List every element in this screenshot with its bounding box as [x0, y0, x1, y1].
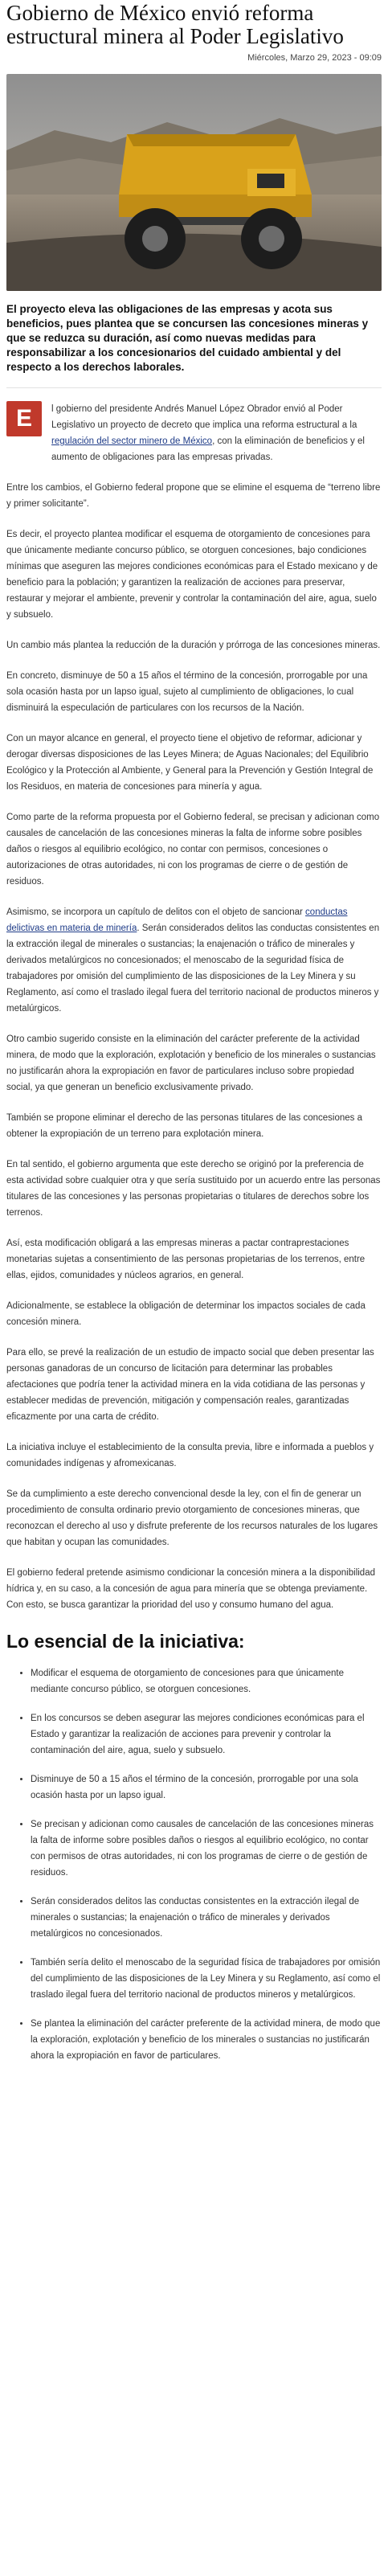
article-date: Miércoles, Marzo 29, 2023 - 09:09: [247, 53, 382, 63]
paragraph-7: Como parte de la reforma propuesta por el Gobierno federal, se precisan y adicionan como causales de cancelación de las concesiones mineras la falta de informe sobre posibles daños o riesgos al equilibrio ecológico, no contar con permisos, concesiones o autorizaciones de otras autoridades, ni con los programas de cierre o de gestión de residuos.: [6, 813, 380, 887]
paragraph-1: [6, 401, 382, 465]
paragraph-9: Otro cambio sugerido consiste en la eliminación del carácter preferente de la actividad minera, de modo que la exploración, explotación y beneficio de los minerales o sustancias no justificarán ahora la expropiación en favor de particulares incluso sobre propiedad social, ya que generan un beneficio exclusivamente privado.: [6, 1034, 376, 1092]
paragraph-8: [6, 904, 382, 1017]
article-lead: El proyecto eleva las obligaciones de las empresas y acota sus beneficios, pues plantea que se concursen las concesiones mineras y que se reduzca su duración, así como nuevas medidas para responsabilizar a los concesionarios del cuidado ambiental y del respecto a los derechos laborales.: [6, 302, 382, 388]
article-body: [0, 388, 388, 2064]
paragraph-11: En tal sentido, el gobierno argumenta que este derecho se originó por la preferencia de esta actividad sobre cualquier otra y que sería sustituido por un acuerdo entre las personas titulares de las concesiones y las personas propietarias o titulares de derechos sobre los terrenos.: [6, 1160, 381, 1218]
essentials-title: Lo esencial de la iniciativa:: [6, 1631, 245, 1652]
paragraph-2: Entre los cambios, el Gobierno federal propone que se elimine el esquema de “terreno libre y primer solicitante”.: [6, 483, 381, 509]
mining-truck-photo: [6, 74, 382, 291]
list-item: • En los concursos se deben asegurar las mejores condiciones económicas para el Estado y garantizar la realización de acciones para prevenir y controlar la contaminación del aire, agua, suelo y subsuelo.: [31, 1710, 382, 1759]
paragraph-16: Se da cumplimiento a este derecho convencional desde la ley, con el fin de generar un procedimiento de consulta ordinario previo otorgamiento de concesiones mineras, que reconozcan el derecho al uso y disfrute preferente de los recursos naturales de los lugares que habitan y ocupan las comunidades.: [6, 1489, 378, 1547]
paragraph-14: Para ello, se prevé la realización de un estudio de impacto social que deben presentar las personas ganadoras de un concurso de licitación para determinar las probables afectaciones que podría tener la actividad minera en la vida cotidiana de las personas y establecer medidas de prevención, mitigación y compensación reales, garantizadas eficazmente por una carta de crédito.: [6, 1348, 374, 1422]
drop-cap: E: [6, 401, 42, 436]
list-item: • Se plantea la eliminación del carácter preferente de la actividad minera, de modo que la exploración, explotación y beneficio de los minerales o sustancias no justificarán ahora la expropiación en favor de particulares.: [31, 2016, 382, 2064]
article-title: Gobierno de México envió reforma estructural minera al Poder Legislativo: [6, 1, 344, 48]
list-item: • Se precisan y adicionan como causales de cancelación de las concesiones mineras la falta de informe sobre posibles daños o riesgos al equilibrio ecológico, no contar con permisos de otras autoridades, ni con los programas de cierre o de gestión de residuos.: [31, 1816, 382, 1881]
essentials-list: [6, 1665, 382, 2064]
list-item: • También sería delito el menoscabo de la seguridad física de trabajadores por omisión del cumplimiento de las disposiciones de la Ley Minera y su Reglamento, así como el traslado ilegal fuera del territorio nacional de productos mineros y metalúrgicos.: [31, 1955, 382, 2003]
paragraph-3: Es decir, el proyecto plantea modificar el esquema de otorgamiento de concesiones para que únicamente mediante concurso público, se otorguen concesiones, bajo condiciones mínimas que aseguren las mejores condiciones económicas para el Estado mexicano y de beneficio para la población; y garantizen la realización de acciones para preservar, restaurar y mejorar el ambiente, prevenir y controlar la contaminación del aire, agua, suelo y subsuelo.: [6, 530, 378, 620]
paragraph-13: Adicionalmente, se establece la obligación de determinar los impactos sociales de cada concesión minera.: [6, 1301, 366, 1327]
paragraph-6: Con un mayor alcance en general, el proyecto tiene el objetivo de reformar, adicionar y derogar diversas disposiciones de las Leyes Minera; de Aguas Nacionales; del Equilibrio Ecológico y la Protección al Ambiente, y General para la Prevención y Gestión Integral de los Residuos, en materia de concesiones para minería y agua.: [6, 734, 374, 792]
paragraph-12: Así, esta modificación obligará a las empresas mineras a pactar contraprestaciones monetarias sujetas a consentimiento de las personas propietarias de los terrenos, entre ellas, ejidos, comunidades y núcleos agrarios, en general.: [6, 1239, 366, 1280]
paragraph-4: Un cambio más plantea la reducción de la duración y prórroga de las concesiones mineras.: [6, 641, 381, 650]
paragraph-8-text-a: Asimismo, se incorpora un capítulo de delitos con el objeto de sancionar: [6, 907, 306, 917]
paragraph-5: En concreto, disminuye de 50 a 15 años el término de la concesión, prorrogable por una sola ocasión hasta por un lapso igual, sujeto al cumplimiento de obligaciones, lo cual disminuirá la especulación de particulares con los recursos de la Nación.: [6, 671, 368, 713]
crimes-link[interactable]: conductas delictivas en materia de minería: [6, 907, 348, 933]
list-item: • Serán considerados delitos las conductas consistentes en la extracción ilegal de minerales o sustancias; la enajenación o tráfico de minerales y derivados metalúrgicos no concesionados.: [31, 1894, 382, 1942]
list-item: • Disminuye de 50 a 15 años el término de la concesión, prorrogable por una sola ocasión hasta por un lapso igual.: [31, 1771, 382, 1804]
regulation-link[interactable]: regulación del sector minero de México: [51, 436, 213, 446]
paragraph-10: También se propone eliminar el derecho de las personas titulares de las concesiones a obtener la expropiación de un terreno para explotación minera.: [6, 1113, 363, 1139]
list-item: • Modificar el esquema de otorgamiento de concesiones para que únicamente mediante concurso público, se otorguen concesiones.: [31, 1665, 382, 1698]
paragraph-8-text-b: . Serán considerados delitos las conductas consistentes en la extracción ilegal de minerales o sustancias; la enajenación o tráfico de minerales y derivados metalúrgicos no concesionados; el menoscabo de la seguridad física de trabajadores por omisión del cumplimiento de las disposiciones de la Ley Minera y su Reglamento, así como el traslado ilegal fuera del territorio nacional de productos mineros y metalúrgicos.: [6, 924, 380, 1014]
paragraph-1-text-a: l gobierno del presidente Andrés Manuel López Obrador envió al Poder Legislativo un proyecto de decreto que implica una reforma estructural a la: [51, 404, 357, 430]
paragraph-15: La iniciativa incluye el establecimiento de la consulta previa, libre e informada a pueblos y comunidades indígenas y afromexicanas.: [6, 1443, 374, 1468]
paragraph-17: El gobierno federal pretende asimismo condicionar la concesión minera a la disponibilidad hídrica y, en su caso, a la concesión de agua para minería que se obtenga previamente. Con esto, se busca garantizar la prioridad del uso y consumo humano del agua.: [6, 1568, 375, 1610]
paragraph-1-text-b: , con la eliminación de beneficios y el aumento de obligaciones para las empresas privadas.: [51, 436, 365, 462]
